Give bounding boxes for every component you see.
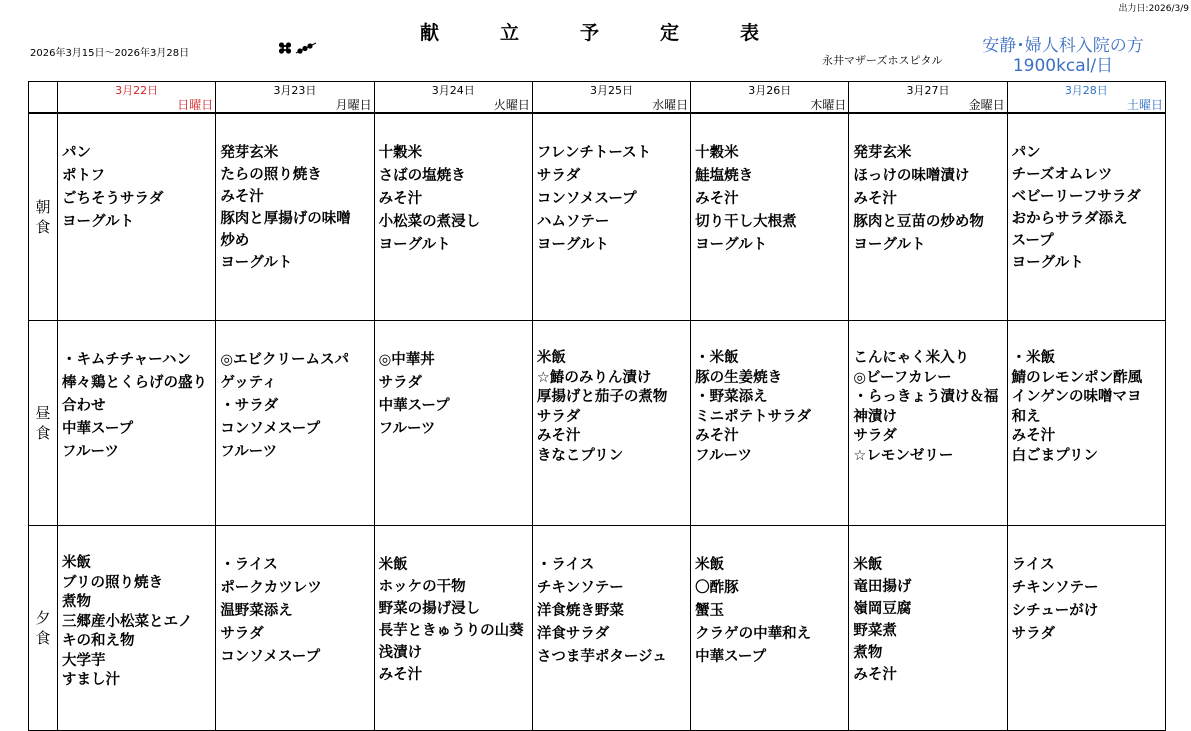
menu-type-title: 安静･婦人科入院の方 xyxy=(982,36,1144,56)
day-weekday: 木曜日 xyxy=(810,98,847,112)
menu-item: 米飯 xyxy=(536,350,566,366)
menu-cell xyxy=(1007,526,1165,731)
menu-item: 嶺岡豆腐 xyxy=(853,601,912,617)
menu-item: おからサラダ添え xyxy=(1011,211,1128,227)
menu-item: ヨーグルト xyxy=(853,237,926,253)
meal-row xyxy=(29,526,1166,731)
menu-item: 竜田揚げ xyxy=(853,579,912,595)
menu-item: ヨーグルト xyxy=(220,255,293,271)
period-range: 2026年3月15日～2026年3月28日 xyxy=(30,48,190,59)
menu-item: みそ汁 xyxy=(378,191,423,207)
day-date: 3月26日 xyxy=(748,84,792,97)
menu-item: フレンチトースト xyxy=(536,145,652,161)
meal-label xyxy=(29,526,58,731)
menu-item: 発芽玄米 xyxy=(853,145,912,161)
menu-item: ホッケの干物 xyxy=(378,579,466,595)
menu-item: 野菜煮 xyxy=(853,623,897,639)
day-header xyxy=(58,82,216,114)
menu-item: ・サラダ xyxy=(220,398,279,414)
menu-item: ◎中華丼 xyxy=(378,352,435,368)
menu-item: さつま芋ポタージュ xyxy=(536,649,667,665)
menu-item: パン xyxy=(1011,145,1041,161)
menu-item: 温野菜添え xyxy=(220,603,293,619)
menu-item: 合わせ xyxy=(62,398,106,414)
menu-item: きなこプリン xyxy=(536,447,624,464)
menu-item: サラダ xyxy=(853,428,897,444)
menu-item: みそ汁 xyxy=(853,667,897,683)
menu-item: ・野菜添え xyxy=(695,389,768,405)
menu-cell xyxy=(849,321,1007,526)
menu-item: 十穀米 xyxy=(378,145,423,161)
menu-item: ハムソテー xyxy=(536,214,610,230)
day-weekday: 金曜日 xyxy=(968,98,1005,112)
title-char: 定 xyxy=(660,22,680,44)
day-header xyxy=(216,82,374,114)
title-char: 予 xyxy=(580,22,600,44)
meal-row xyxy=(29,113,1166,321)
menu-item: クラゲの中華和え xyxy=(695,626,812,642)
day-header xyxy=(691,82,849,114)
menu-item: 大学芋 xyxy=(62,652,106,669)
menu-item: 和え xyxy=(1011,408,1041,425)
menu-item: 米飯 xyxy=(853,557,883,573)
menu-item: チキンソテー xyxy=(536,580,624,596)
menu-cell xyxy=(849,526,1007,731)
menu-item: みそ汁 xyxy=(695,191,739,207)
day-date: 3月24日 xyxy=(431,84,475,97)
menu-cell xyxy=(532,526,690,731)
menu-item: ・ライス xyxy=(220,557,278,573)
menu-item: 煮物 xyxy=(62,594,92,610)
title-char: 表 xyxy=(740,22,760,44)
menu-cell xyxy=(216,321,374,526)
menu-item: ・らっきょう漬け＆福 xyxy=(853,389,999,405)
menu-item: 〇酢豚 xyxy=(695,580,739,596)
menu-item: ポークカツレツ xyxy=(220,580,322,596)
meal-label-char: 食 xyxy=(35,218,51,236)
menu-item: 豚肉と豆苗の炒め物 xyxy=(853,214,984,230)
menu-item: 長芋ときゅうりの山葵 xyxy=(378,623,524,639)
menu-item: コンソメスープ xyxy=(220,421,321,437)
menu-item: ブリの照り焼き xyxy=(62,574,163,591)
menu-item: 野菜の揚げ浸し xyxy=(378,601,481,617)
menu-item: シチューがけ xyxy=(1011,603,1099,619)
menu-cell xyxy=(691,113,849,321)
menu-type xyxy=(960,36,1166,76)
menu-item: サラダ xyxy=(1011,626,1055,642)
menu-item: みそ汁 xyxy=(220,189,264,205)
corner-cell xyxy=(29,82,58,114)
menu-cell xyxy=(1007,113,1165,321)
print-date: 出力日:2026/3/9 xyxy=(1118,4,1189,14)
menu-item: スープ xyxy=(1011,233,1054,249)
menu-item: ほっけの味噌漬け xyxy=(853,168,970,184)
menu-item: 米飯 xyxy=(695,557,725,573)
menu-item: 中華スープ xyxy=(695,649,767,665)
menu-item: 豚の生姜焼き xyxy=(695,369,783,386)
day-header xyxy=(1007,82,1165,114)
menu-item: みそ汁 xyxy=(695,428,739,444)
menu-cell xyxy=(849,113,1007,321)
menu-item: みそ汁 xyxy=(536,428,581,444)
menu-cell xyxy=(216,526,374,731)
menu-item: すまし汁 xyxy=(62,672,121,688)
menu-item: ☆レモンゼリー xyxy=(853,447,954,464)
menu-item: みそ汁 xyxy=(378,667,423,683)
day-weekday: 月曜日 xyxy=(335,98,372,112)
page-title xyxy=(420,18,820,45)
menu-item: ◎ビーフカレー xyxy=(853,369,952,386)
menu-item: 鮭塩焼き xyxy=(695,168,754,184)
day-date: 3月22日 xyxy=(115,84,159,97)
menu-item: パン xyxy=(62,145,92,161)
menu-cell xyxy=(691,321,849,526)
day-header xyxy=(374,82,532,114)
title-char: 立 xyxy=(500,22,520,44)
menu-item: 切り干し大根煮 xyxy=(695,214,797,230)
day-date: 3月25日 xyxy=(589,84,633,97)
menu-item: ヨーグルト xyxy=(378,237,451,253)
menu-table xyxy=(28,81,1166,731)
meal-label xyxy=(29,321,58,526)
menu-cell xyxy=(374,113,532,321)
menu-cell xyxy=(691,526,849,731)
menu-item: さばの塩焼き xyxy=(378,168,466,184)
menu-item: サラダ xyxy=(220,626,264,642)
menu-item: 十穀米 xyxy=(695,145,739,161)
menu-item: ゲッティ xyxy=(220,375,277,391)
menu-item: ・キムチチャーハン xyxy=(62,352,191,368)
menu-item: ミニポテトサラダ xyxy=(695,408,811,425)
menu-cell xyxy=(58,321,216,526)
menu-item: 米飯 xyxy=(378,557,408,573)
menu-item: フルーツ xyxy=(220,444,278,460)
menu-item: インゲンの味噌マヨ xyxy=(1011,389,1142,405)
menu-item: 米飯 xyxy=(62,555,92,571)
menu-item: みそ汁 xyxy=(853,191,897,207)
menu-item: チキンソテー xyxy=(1011,580,1099,596)
menu-item: ・米飯 xyxy=(695,350,739,366)
menu-item: 厚揚げと茄子の煮物 xyxy=(536,389,668,405)
menu-item: 中華スープ xyxy=(62,421,134,437)
menu-item: こんにゃく米入り xyxy=(853,350,970,366)
menu-item: 洋食焼き野菜 xyxy=(536,603,624,619)
menu-item: ヨーグルト xyxy=(62,214,135,230)
menu-item: 中華スープ xyxy=(378,398,450,414)
title-char: 献 xyxy=(420,22,440,44)
menu-item: フルーツ xyxy=(62,444,119,460)
menu-item: キの和え物 xyxy=(62,633,135,649)
menu-item: ・米飯 xyxy=(1011,350,1056,366)
menu-item: 三郷産小松菜とエノ xyxy=(62,613,193,630)
menu-item: 豚肉と厚揚げの味噌 xyxy=(220,211,351,227)
menu-item: ライス xyxy=(1011,557,1055,573)
meal-label-char: 朝 xyxy=(35,198,51,216)
menu-item: ごちそうサラダ xyxy=(62,191,164,207)
hospital-name: 永井マザーズホスピタル xyxy=(822,54,943,67)
menu-item: ベビーリーフサラダ xyxy=(1011,189,1141,205)
menu-item: サラダ xyxy=(378,375,422,391)
menu-cell xyxy=(532,113,690,321)
menu-item: ヨーグルト xyxy=(1011,255,1084,271)
menu-item: ・ライス xyxy=(536,557,595,573)
menu-item: 洋食サラダ xyxy=(536,626,610,642)
meal-row xyxy=(29,321,1166,526)
menu-item: フルーツ xyxy=(378,421,436,437)
menu-item: サラダ xyxy=(536,408,581,425)
meal-label-char: 食 xyxy=(35,629,51,647)
menu-item: サラダ xyxy=(536,168,581,184)
day-weekday: 水曜日 xyxy=(652,98,689,112)
menu-item: ポトフ xyxy=(62,168,106,184)
menu-item: 神漬け xyxy=(853,408,897,425)
day-date: 3月23日 xyxy=(273,84,317,97)
menu-item: チーズオムレツ xyxy=(1011,167,1113,183)
day-date: 3月27日 xyxy=(906,84,950,97)
menu-item: 炒め xyxy=(220,233,250,249)
day-weekday: 日曜日 xyxy=(177,98,214,112)
day-header xyxy=(532,82,690,114)
menu-item: フルーツ xyxy=(695,447,752,464)
menu-item: 鯖のレモンポン酢風 xyxy=(1011,369,1143,386)
menu-item: 小松菜の煮浸し xyxy=(378,214,481,230)
menu-cell xyxy=(374,526,532,731)
menu-item: 白ごまプリン xyxy=(1011,447,1099,464)
menu-item: 浅漬け xyxy=(378,645,423,661)
menu-cell xyxy=(1007,321,1165,526)
day-header xyxy=(849,82,1007,114)
menu-item: ヨーグルト xyxy=(695,237,768,253)
menu-item: コンソメスープ xyxy=(220,649,321,665)
day-weekday: 土曜日 xyxy=(1126,98,1163,112)
day-date: 3月28日 xyxy=(1064,84,1108,97)
menu-item: ◎エビクリームスパ xyxy=(220,352,349,368)
menu-item: ヨーグルト xyxy=(536,237,609,253)
menu-cell xyxy=(58,113,216,321)
meal-label-char: 夕 xyxy=(35,609,51,627)
meal-label-char: 昼 xyxy=(35,404,51,422)
menu-item: たらの照り焼き xyxy=(220,167,322,183)
menu-cell xyxy=(532,321,690,526)
menu-cell xyxy=(374,321,532,526)
menu-item: みそ汁 xyxy=(1011,428,1056,444)
dango-flower-icon xyxy=(278,38,318,58)
menu-type-calories: 1900kcal/日 xyxy=(1012,56,1114,76)
menu-item: ☆鰆のみりん漬け xyxy=(536,369,652,386)
menu-item: 煮物 xyxy=(853,645,883,661)
meal-label-char: 食 xyxy=(35,424,51,442)
day-header-row xyxy=(29,82,1166,114)
menu-item: 発芽玄米 xyxy=(220,145,279,161)
menu-item: コンソメスープ xyxy=(536,191,637,207)
menu-cell xyxy=(216,113,374,321)
menu-item: 蟹玉 xyxy=(695,603,725,619)
day-weekday: 火曜日 xyxy=(493,98,530,112)
meal-label xyxy=(29,113,58,321)
menu-cell xyxy=(58,526,216,731)
menu-item: 棒々鶏とくらげの盛り xyxy=(62,375,208,391)
